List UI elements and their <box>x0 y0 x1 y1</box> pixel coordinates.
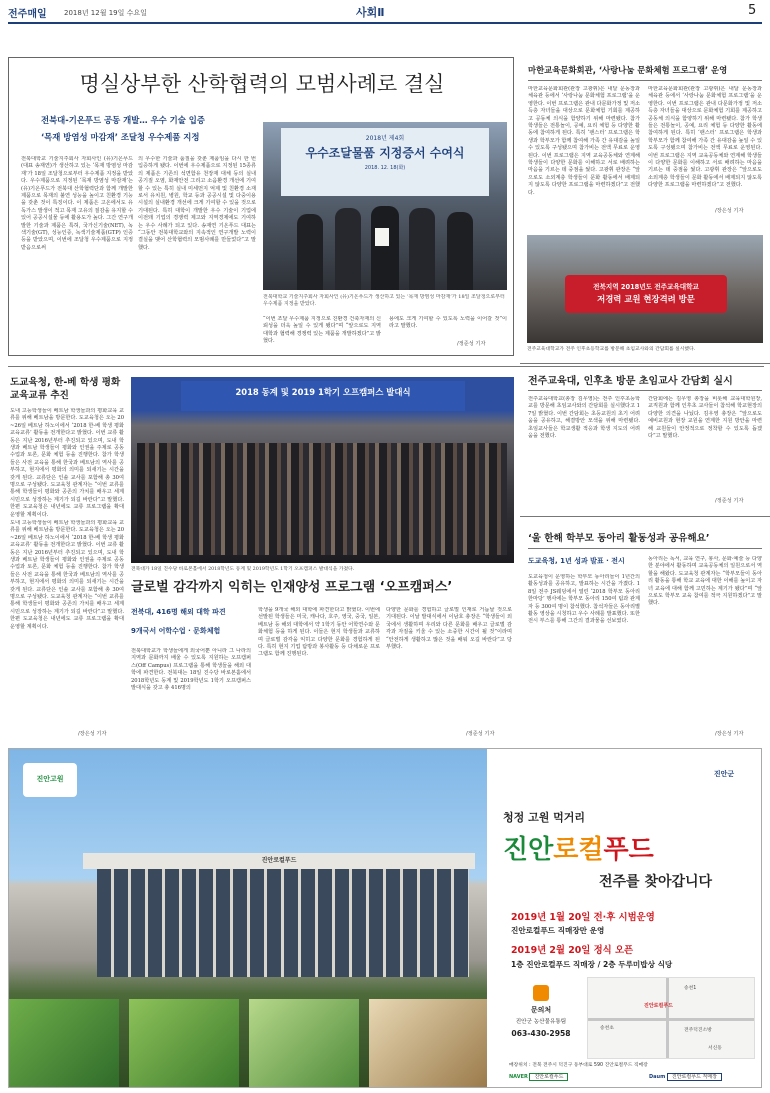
article-headline: 글로벌 감각까지 익히는 인재양성 프로그램 ‘오프캠퍼스’ <box>131 580 453 595</box>
paper-name: 전주매일 <box>8 9 47 20</box>
section-name: 사회Ⅱ <box>356 6 385 19</box>
ad-subtitle: 전주를 찾아갑니다 <box>599 874 713 890</box>
daum-logo: Daum <box>649 1074 666 1080</box>
article-body-col1: 전북대학교 기술지주회사 자회사인 (유)기온푸드(대표 송재연)가 생산하고 있는 ‘목재 방염성 마감재’가 18일 조달청으로부터 우수제품 지정을 받았다. 우수제품으로 지정된 ‘목재 방염성 마감재’는 (유)기온푸드가 전북대 산학협력단과 함께 개발한 제품으로 목재의 불연 성능을 높이고 친환경 기능을 갖춘 것이 특징이다. 이 제품은 고온에서도 유독가스 발생이 적고 목재 고유의 질감을 유지할 수 있어 공공시설물 등에 활용도가 높다. 그간 연구개발한 기술과 제품은 특허, 국가신기술(NET), 녹색기술(GT), 성능인증, 녹색기술제품(GTP) 인증 등을 받았으며, 이번에 조달청 우수제품으로 지정받음으로써 <box>21 156 133 251</box>
map-label: 송천1 <box>684 986 697 991</box>
issue-date: 2018년 12월 19일 수요일 <box>64 9 147 17</box>
article-body-col3: 다양한 문화를 경험하고 글로벌 인재로 거듭날 것으로 기대된다. 이날 발대식에서 이남호 총장은 “학생들이 외국에서 생활하며 우리와 다른 문화를 배우고 글로벌 감각과 자질을 키울 수 있는 소중한 시간이 될 것”이라며 “안전하게 생활하고 많은 것을 배워 오길 바란다”고 당부했다. <box>386 607 512 651</box>
inquiry-phone: 063-430-2958 <box>511 1029 571 1038</box>
map-road <box>588 1018 755 1021</box>
ad-tagline: 청정 고원 먹거리 <box>503 811 586 824</box>
phone-icon <box>533 985 549 1001</box>
article-body-col2: 학생을 9개국 해외 대학에 파견한다고 밝혔다. 이번에 선발된 학생들은 미국, 캐나다, 호주, 영국, 중국, 일본, 베트남 등 해외 대학에서 약 1학기 동안 어학연수와 문화체험 등을 하게 된다. 이들은 현지 학생들과 교류하며 글로벌 감각을 익히고 다양한 문화를 경험하게 된다. 특히 현지 기업 탐방과 봉사활동 등 다채로운 프로그램도 함께 진행된다. <box>258 607 380 658</box>
naver-query[interactable]: 진안로컬푸드 <box>529 1073 568 1081</box>
person <box>297 214 323 290</box>
byline: /장은성 기자 <box>715 731 744 737</box>
brand-part-a: 진안 <box>503 835 554 865</box>
screen-text: 2018 동계 및 2019 1학기 오프캠퍼스 발대식 <box>235 387 411 397</box>
article-body: 도내 고등학생들이 베트남 학생들과의 평화교육 교류를 위해 베트남을 방문한다. 도교육청은 오는 20~26일 베트남 하노이에서 ‘2018 한-베 학생 평화교육교류’ 활동을 전개한다고 밝혔다. 이번 교류 활동은 지난 2016년부터 추진되고 있으며, 도내 학생과 베트남 학생들이 평화와 인권을 주제로 공동 수업과 토론, 문화 체험 등을 진행한다. 참가 학생들은 사전 교육을 통해 한국과 베트남의 역사를 공부하고, 현지에서 평화의 의미를 되새기는 시간을 갖게 된다. 교류단은 인솔 교사를 포함해 총 30여 명으로 구성됐다. 도교육청 관계자는 “이번 교류를 통해 학생들이 평화와 공존의 가치를 배우고 세계시민으로 성장하는 계기가 되길 바란다”고 말했다. 한편 도교육청은 내년에도 교류 프로그램을 확대 운영할 계획이다. <box>10 520 124 630</box>
produce-inset-3 <box>249 999 359 1088</box>
daum-query[interactable]: 진안로컬푸드 직매장 <box>667 1073 722 1081</box>
banner-line-2: 저경력 교원 현장격려 방문 <box>597 294 695 304</box>
location-map <box>587 977 755 1059</box>
backdrop-title: 우수조달물품 지정증서 수여식 <box>305 146 465 160</box>
produce-inset-1 <box>9 999 119 1088</box>
map-label: 전주덕진소방 <box>684 1028 712 1033</box>
event-banner <box>565 275 727 313</box>
backdrop-date: 2018. 12. 18(화) <box>364 165 406 171</box>
map-label: 송천초 <box>600 1026 614 1031</box>
map-label: 진안로컬푸드 <box>644 1003 673 1009</box>
store-address: 매장위치 : 전북 전주시 덕진구 동부대로 590 진안로컬푸드 직매장 <box>509 1063 648 1068</box>
article-subheadline: 도교육청, 1년 성과 발표 · 전시 <box>528 557 625 565</box>
article-body-col2: 마한교육문화회관(관장 고광휘)은 내달 운동장과 체육관 등에서 ‘사랑나눔 문화체험 프로그램’을 운영한다. 이번 프로그램은 관내 다문화가정 및 저소득층 자녀들을 대상으로 문화체험 기회를 제공하고 공동체 의식을 함양하기 위해 마련됐다. 참가 학생들은 전통놀이, 공예, 요리 체험 등 다양한 활동에 참여하게 된다. 특히 ‘팬스터’ 프로그램은 학생과 학부모가 함께 참여해 가족 간 유대감을 높일 수 있도록 구성됐으며 참가비는 전액 무료로 운영된다. 이번 프로그램은 지역 교육공동체와 연계해 학생들이 다양한 문화를 이해하고 서로 배려하는 마음을 기르는 데 중점을 뒀다. 고광휘 관장은 “앞으로도 소외계층 학생들이 문화 활동에서 배제되지 않도록 다양한 프로그램을 마련하겠다”고 전했다. <box>648 86 762 189</box>
photo-caption: 전북대가 18일 진수당 바로본홀에서 2018학년도 동계 및 2019학년도 1학기 오프캠퍼스 발대식을 가졌다. <box>131 567 355 572</box>
produce-inset-2 <box>129 999 239 1088</box>
article-subheadline-1: 전북대, 416명 해외 대학 파견 <box>131 608 226 616</box>
store-sign: 진안로컬푸드 <box>261 857 297 864</box>
byline: /정준성 기자 <box>457 341 486 347</box>
article-headline: ‘울 한해 학부모 동아리 활동성과 공유해요’ <box>528 533 710 544</box>
jinan-highland-logo <box>23 763 77 797</box>
divider <box>520 363 770 364</box>
byline: /정준성 기자 <box>715 498 744 504</box>
building-facade <box>97 867 469 977</box>
byline: /정준성 기자 <box>466 731 495 737</box>
article-subheadline-2: 9개국서 어학수업 · 문화체험 <box>131 627 221 635</box>
produce-inset-4 <box>369 999 487 1088</box>
pilot-note: 진안로컬푸드 직매장만 운영 <box>511 926 605 935</box>
article-body-col3: “이번 조달 우수제품 지정으로 친환경 건축자재의 신뢰성을 더욱 높일 수 있게 됐다”며 “앞으로도 지역 대학과 협력해 경쟁력 있는 제품을 개발하겠다”고 밝혔다. <box>263 316 381 345</box>
off-campus-ceremony-photo <box>131 377 514 563</box>
article-body-col1: 전북대학교가 학생들에게 외국어뿐 아니라 그 나라의 지역과 문화까지 배울 수 있도록 지원하는 오프캠퍼스(Off Campus) 프로그램을 통해 학생들을 해외 대학에 파견한다. 전북대는 18일 진수당 바로본홀에서 2018학년도 동계 및 2019학년도 1학기 오프캠퍼스 발대식을 갖고 총 416명의 <box>131 648 251 692</box>
logo-text: 진안고원 <box>36 775 64 783</box>
person <box>371 206 399 290</box>
article-headline: 마한교육문화회관, ‘사랑나눔 문화체험 프로그램’ 운영 <box>528 65 728 75</box>
certificate <box>375 228 389 246</box>
divider <box>528 390 762 391</box>
naver-logo: NAVER <box>509 1074 528 1080</box>
ad-brand <box>503 829 753 866</box>
article-body-col2: 동아리는 독서, 교육 연구, 봉사, 문화·예술 등 다양한 분야에서 활동하며 교육공동체의 일원으로서 역할을 해왔다. 도교육청 관계자는 “학부모들이 동아리 활동을 통해 학교 교육에 대한 이해를 높이고 자녀 교육에 대해 함께 고민하는 계기가 됐다”며 “앞으로도 학부모 교육 참여를 적극 지원하겠다”고 말했다. <box>648 556 762 607</box>
article-body-col1: 전주교육대학교(총장 김우영)는 전주 인후초등학교를 방문해 초임교사와의 간담회를 실시했다고 17일 밝혔다. 이번 간담회는 초등교원의 초기 어려움을 공유하고, 해결방안 모색을 위해 마련됐다. 초임교사들은 학교생활 적응과 학생 지도의 어려움을 전했다. <box>528 396 640 440</box>
award-ceremony-photo <box>263 122 507 290</box>
ceremony-screen <box>181 381 465 411</box>
article-headline: 전주교육대, 인후초 방문 초임교사 간담회 실시 <box>528 376 733 387</box>
article-body-col1: 도교육청이 운영하는 학부모 동아리들이 1년간의 활동성과를 공유하고, 발표하는 시간을 가졌다. 18일 전주 JS웨딩에서 열린 ‘2018 학부모 동아리 한마당’ 행사에는 학부모 동아리 150여 팀과 관계자 등 300여 명이 참석했다. 참석자들은 동아리별 활동 영상을 시청하고 우수 사례를 발표했다. 또한 전시 부스를 통해 그간의 결과물을 선보였다. <box>528 574 640 625</box>
open-note: 1층 진안로컬푸드 직매장 / 2층 두루미밥상 식당 <box>511 960 673 969</box>
open-date: 2019년 2월 20일 정식 오픈 <box>511 945 634 956</box>
daum-search <box>649 1073 759 1083</box>
banner-line-1: 전북지역 2018년도 전주교육대학교 <box>593 283 699 291</box>
brand-part-b: 로컬 <box>553 835 604 865</box>
advertisement <box>8 748 762 1088</box>
brand-part-c: 푸드 <box>603 835 654 865</box>
person <box>447 212 473 290</box>
page-number: 5 <box>748 3 757 18</box>
header-rule <box>8 22 762 24</box>
photo-caption: 전주교육대학교가 전주 인후초등학교를 방문해 초임교사와의 간담회를 실시했다. <box>527 347 696 352</box>
article-headline: 도교육청, 한-베 학생 평화교육교류 추진 <box>10 377 121 401</box>
divider <box>528 80 762 81</box>
person <box>335 208 361 290</box>
naver-search <box>509 1073 629 1083</box>
divider <box>8 366 764 367</box>
ad-photo <box>9 749 487 1088</box>
map-label: 서신동 <box>708 1046 722 1051</box>
ceremony-backdrop <box>281 128 489 196</box>
photo-caption: 전북대학교 기술지주회사 자회사인 (유)기온푸드가 생산하고 있는 ‘목재 방염성 마감재’가 18일 조달청으로부터 우수제품 지정을 받았다. <box>263 294 505 307</box>
pilot-date: 2019년 1월 20일 전·후 시범운영 <box>511 912 655 923</box>
article-industry-cooperation <box>8 57 514 356</box>
article-subheadline-2: ‘목재 방염성 마감재’ 조달청 우수제품 지정 <box>41 132 200 142</box>
article-body-col1: 마한교육문화회관(관장 고광휘)은 내달 운동장과 체육관 등에서 ‘사랑나눔 문화체험 프로그램’을 운영한다. 이번 프로그램은 관내 다문화가정 및 저소득층 자녀들을 대상으로 문화체험 기회를 제공하고 공동체 의식을 함양하기 위해 마련됐다. 참가 학생들은 전통놀이, 공예, 요리 체험 등 다양한 활동에 참여하게 된다. 특히 ‘팬스터’ 프로그램은 학생과 학부모가 함께 참여해 가족 간 유대감을 높일 수 있도록 구성됐으며 참가비는 전액 무료로 운영된다. 이번 프로그램은 지역 교육공동체와 연계해 학생들이 다양한 문화를 이해하고 서로 배려하는 마음을 기르는 데 중점을 뒀다. 고광휘 관장은 “앞으로도 소외계층 학생들이 문화 활동에서 배제되지 않도록 다양한 프로그램을 마련하겠다”고 전했다. <box>528 86 640 196</box>
inquiry-org: 진안군 농산물유통팀 <box>515 1019 567 1025</box>
article-body-col2: 간담회에는 김우영 총장을 비롯해 교육대학원장, 교직원과 함께 인후초 교사들이 참석해 학교현장의 다양한 의견을 나눴다. 김우영 총장은 “앞으로도 예비교원과 현장 교원을 연계한 지원 방안을 마련해 교원들이 안정적으로 정착할 수 있도록 돕겠다”고 말했다. <box>648 396 762 440</box>
county-logo-text: 진안군 <box>713 770 735 778</box>
teacher-meeting-photo <box>527 235 763 343</box>
student-group <box>137 443 507 555</box>
article-body-col2: 의 우수한 기술과 품질을 갖춘 제품임을 다시 한 번 입증하게 됐다. 이번에 우수제품으로 지정된 15종류의 제품은 기존의 석면함유 천장재 대체 등의 실내 공기질 오염, 화재안전 그리고 소음환경 개선에 기여할 수 있는 특히 실내 미세먼지 억제 및 친환경 소재로서 유치원, 병원, 학교 등과 공공시설 및 다중이용시설의 실내환경 개선에 크게 기여할 수 있을 것으로 기대된다. 특히 대학이 개발한 우수 기술이 기업에 이전돼 기업의 경쟁력 제고와 지역경제에도 기여하는 우수 사례가 되고 있다. 송재연 기온푸드 대표는 “그동안 전북대학교와의 지속적인 연구개발 노력이 결실을 맺어 산학협력의 모범사례를 만들었다”고 말했다. <box>138 156 256 251</box>
person <box>409 208 435 290</box>
map-road <box>666 978 669 1059</box>
article-body-col4: 용에도 크게 기여할 수 있도록 노력을 이어갈 것”이라고 말했다. <box>389 316 507 330</box>
article-subheadline-1: 전북대-기온푸드 공동 개발… 우수 기술 입증 <box>41 115 205 125</box>
article-body: 도내 고등학생들이 베트남 학생들과의 평화교육 교류를 위해 베트남을 방문한다. 도교육청은 오는 20~26일 베트남 하노이에서 ‘2018 한-베 학생 평화교육교류’ 활동을 전개한다고 밝혔다. 이번 교류 활동은 지난 2016년부터 추진되고 있으며, 도내 학생과 베트남 학생들이 평화와 인권을 주제로 공동 수업과 토론, 문화 체험 등을 진행한다. 참가 학생들은 사전 교육을 통해 한국과 베트남의 역사를 공부하고, 현지에서 평화의 의미를 되새기는 시간을 갖게 된다. 교류단은 인솔 교사를 포함해 총 30여 명으로 구성됐다. 도교육청 관계자는 “이번 교류를 통해 학생들이 평화와 공존의 가치를 배우고 세계시민으로 성장하는 계기가 되길 바란다”고 말했다. 한편 도교육청은 내년에도 교류 프로그램을 확대 운영할 계획이다. <box>10 408 124 518</box>
inquiry-label: 문의처 <box>530 1006 552 1014</box>
byline: /장은성 기자 <box>715 208 744 214</box>
backdrop-small-text: 2018년 제4회 <box>365 135 405 142</box>
divider <box>528 548 762 549</box>
divider <box>520 516 770 517</box>
page-header <box>0 0 770 30</box>
article-headline: 명실상부한 산학협력의 모범사례로 결실 <box>79 72 445 96</box>
jinan-county-logo <box>699 769 749 783</box>
byline: /장은성 기자 <box>78 731 107 737</box>
